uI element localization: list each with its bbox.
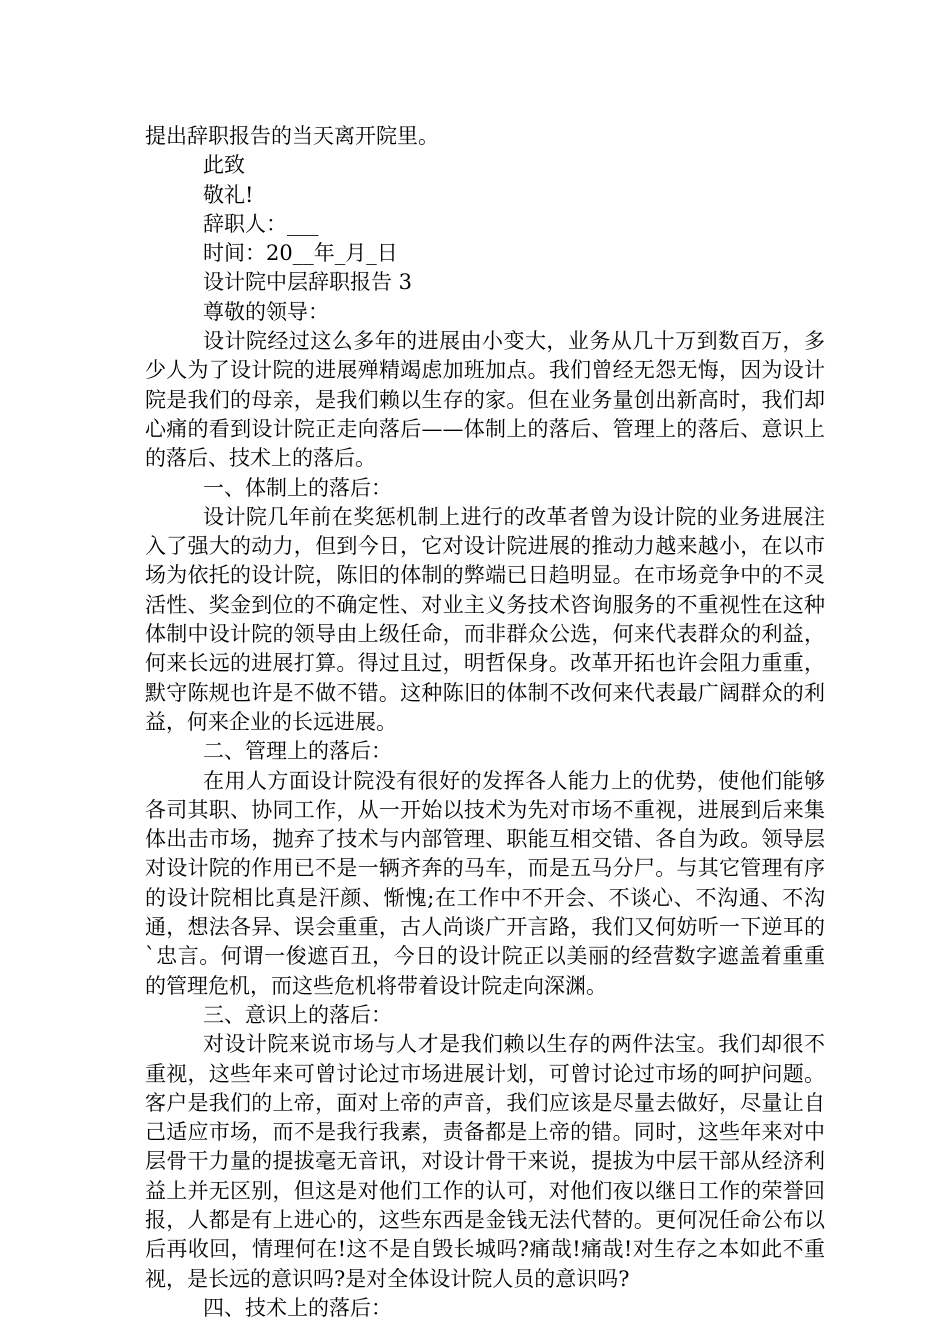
body-paragraph-awareness: 对设计院来说市场与人才是我们赖以生存的两件法宝。我们却很不重视，这些年来可曾讨论过市场进展计划，可曾讨论过市场的呵护问题。客户是我们的上帝，面对上帝的声音，我们应该是尽量去做好，尽量让自己适应市场，而不是我行我素，责备都是上帝的错。同时，这些年来对中层骨干力量的提拔毫无音讯，对设计骨干来说，提拔为中层干部从经济利益上并无区别，但这是对他们工作的认可，对他们夜以继日工作的荣誉回报，人都是有上进心的，这些东西是金钱无法代替的。更何况任命公布以后再收回，情理何在!这不是自毁长城吗?痛哉!痛哉!对生存之本如此不重视，是长远的意识吗?是对全体设计院人员的意识吗? (145, 1032, 825, 1291)
date-line: 时间：20__年_月_日 (203, 241, 398, 266)
salutation-jingli: 敬礼! (203, 182, 254, 207)
heading-awareness: 三、意识上的落后： (203, 1002, 392, 1027)
body-paragraph-intro: 设计院经过这么多年的进展由小变大，业务从几十万到数百万，多少人为了设计院的进展殚精竭虑加班加点。我们曾经无怨无悔，因为设计院是我们的母亲，是我们赖以生存的家。但在业务量创出新高时，我们却心痛的看到设计院正走向落后——体制上的落后、管理上的落后、意识上的落后、技术上的落后。 (145, 329, 825, 471)
document-page (145, 122, 825, 1323)
greeting: 尊敬的领导： (203, 299, 329, 324)
heading-technology: 四、技术上的落后： (203, 1295, 392, 1320)
heading-management: 二、管理上的落后： (203, 739, 392, 764)
heading-system: 一、体制上的落后： (203, 475, 392, 500)
body-paragraph-management: 在用人方面设计院没有很好的发挥各人能力上的优势，使他们能够各司其职、协同工作，从一开始以技术为先对市场不重视，进展到后来集体出击市场，抛弃了技术与内部管理、职能互相交错、各自为政。领导层对设计院的作用已不是一辆齐奔的马车，而是五马分尸。与其它管理有序的设计院相比真是汗颜、惭愧;在工作中不开会、不谈心、不沟通、不沟通，想法各异、误会重重，古人尚谈广开言路，我们又何妨听一下逆耳的`忠言。何谓一俊遮百丑，今日的设计院正以美丽的经营数字遮盖着重重的管理危机，而这些危机将带着设计院走向深渊。 (145, 768, 825, 998)
body-paragraph-system: 设计院几年前在奖惩机制上进行的改革者曾为设计院的业务进展注入了强大的动力，但到今日，它对设计院进展的推动力越来越小，在以市场为依托的设计院，陈旧的体制的弊端已日趋明显。在市场竞争中的不灵活性、奖金到位的不确定性、对业主义务技术咨询服务的不重视性在这种体制中设计院的领导由上级任命，而非群众公选，何来代表群众的利益，何来长远的进展打算。得过且过，明哲保身。改革开拓也许会阻力重重，默守陈规也许是不做不错。这种陈旧的体制不改何来代表最广阔群众的利益，何来企业的长远进展。 (145, 504, 825, 734)
salutation-cizhi: 此致 (203, 153, 245, 178)
signature-line: 辞职人：___ (203, 211, 319, 236)
paragraph-closing-line: 提出辞职报告的当天离开院里。 (145, 124, 439, 148)
section-title: 设计院中层辞职报告 3 (203, 270, 413, 295)
